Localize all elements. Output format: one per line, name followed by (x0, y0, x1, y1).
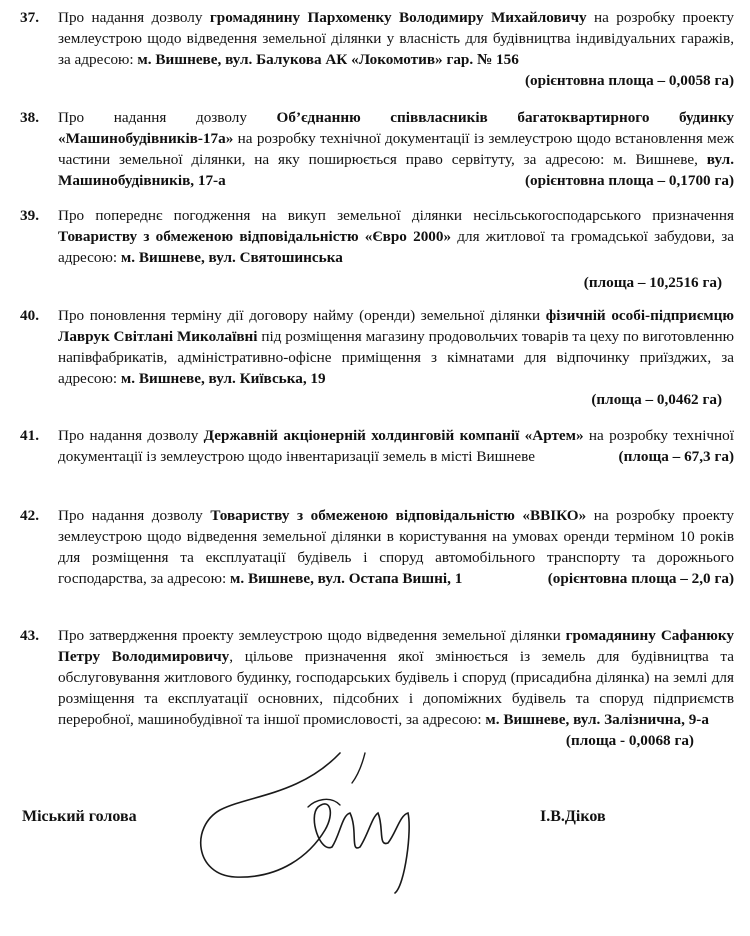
decision-item-40 (20, 305, 734, 410)
item-text-cont: для житлової та громадської забудови, за адресою: (58, 228, 734, 266)
item-text: Про надання дозволу (58, 109, 277, 126)
item-text: Про затвердження проекту землеустрою щодо відведення земельної ділянки (58, 627, 566, 644)
item-address: м. Вишневе, вул. Залізнична, 9-а (485, 711, 709, 728)
item-recipient: Товариству з обмеженою відповідальністю «ВВІКО» (210, 507, 587, 524)
item-recipient: громадянину Пархоменку Володимиру Михайловичу (209, 9, 587, 26)
decision-item-38 (20, 107, 734, 191)
signatory-position: Міський голова (22, 808, 137, 825)
item-address: м. Вишневе, вул. Остапа Вишні, 1 (230, 570, 463, 587)
item-recipient: фізичній особі-підприємцю Лаврук Світлані Миколаївні (58, 307, 734, 345)
item-text-cont: на розробку проекту землеустрою щодо відведення земельної ділянки у власність для будівництва індивідуальних гаражів, за адресою: (58, 9, 734, 68)
signatory-name: І.В.Діков (540, 808, 606, 825)
item-number: 40. (20, 307, 39, 324)
decision-item-43 (20, 625, 734, 751)
item-text: Про поновлення терміну дії договору найму (оренди) земельної ділянки (58, 307, 546, 324)
handwritten-signature (190, 735, 450, 895)
item-area: (площа – 0,0462 га) (591, 391, 722, 408)
item-text-cont: на розробку проекту землеустрою щодо відведення земельної ділянки в користування на умовах оренди терміном 10 років для розміщення та експлуатації будівель і споруд автомобільного транспорту та дорожнього господарства, за адресою: (58, 507, 735, 587)
item-recipient: Товариству з обмеженою відповідальністю «Євро 2000» (58, 228, 452, 245)
decision-item-37 (20, 7, 734, 91)
item-number: 41. (20, 427, 39, 444)
item-text-cont: під розміщення магазину продовольчих товарів та цеху по виготовленню напівфабрикатів, адміністративно-офісне приміщення з кімнатами для відпочинку приїзджих, за адресою: (58, 328, 734, 387)
item-area: (площа – 10,2516 га) (583, 274, 722, 291)
item-recipient: Державній акціонерній холдинговій компанії «Артем» (203, 427, 584, 444)
item-text-cont: на розробку технічної документації із землеустрою щодо інвентаризації земель в місті Вишневе (58, 427, 734, 465)
item-text-cont: , цільове призначення якої змінюється із земель для будівництва та обслуговування житлового будинку, господарських будівель і споруд (присадибна ділянка) на землі для розміщення та експлуатації основних, підсобних і допоміжних будівель та споруд підприємств переробної, машинобудівної та іншої промисловості, за адресою: (58, 648, 734, 728)
item-number: 39. (20, 207, 39, 224)
item-text: Про надання дозволу (58, 9, 210, 26)
item-number: 42. (20, 507, 39, 524)
item-area: (орієнтовна площа – 2,0 га) (547, 570, 734, 587)
item-text-cont: на розробку технічної документації із землеустрою щодо встановлення меж частини земельної ділянки, на яку поширюється право сервітуту, за адресою: м. Вишневе, (58, 130, 734, 168)
item-area: (орієнтовна площа – 0,1700 га) (524, 172, 734, 189)
item-number: 38. (20, 109, 39, 126)
item-area: (орієнтовна площа – 0,0058 га) (524, 72, 734, 89)
item-number: 37. (20, 9, 39, 26)
item-address: м. Вишневе, вул. Святошинська (120, 249, 343, 266)
item-recipient: громадянину Сафанюку Петру Володимировичу (58, 627, 734, 665)
decision-item-42 (20, 505, 735, 589)
item-recipient: Об’єднанню співвласників багатоквартирного будинку «Машинобудівників-17а» (58, 109, 734, 147)
item-area: (площа - 0,0068 га) (565, 732, 694, 749)
decision-item-39 (20, 205, 734, 293)
item-text: Про попереднє погодження на викуп земельної ділянки несільськогосподарського призначення (58, 207, 734, 224)
decision-item-41 (20, 425, 734, 467)
item-area: (площа – 67,3 га) (618, 448, 734, 465)
item-text: Про надання дозволу (58, 427, 204, 444)
item-address: м. Вишневе, вул. Київська, 19 (120, 370, 326, 387)
item-text: Про надання дозволу (58, 507, 211, 524)
item-address: м. Вишневе, вул. Балукова АК «Локомотив» гар. № 156 (137, 51, 519, 68)
item-number: 43. (20, 627, 39, 644)
item-address: вул. Машинобудівників, 17-а (58, 151, 734, 189)
